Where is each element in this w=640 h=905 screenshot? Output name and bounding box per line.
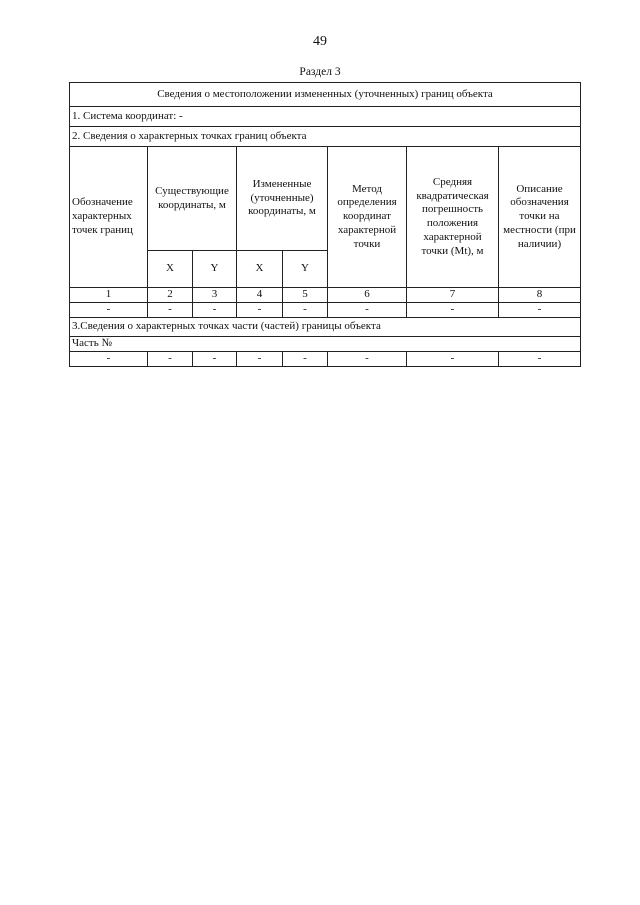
table-cell: - [283, 352, 328, 367]
table-row [70, 303, 581, 318]
header-changed-x: X [237, 251, 283, 288]
header-description: Описание обозначения точки на местности (при наличии) [499, 147, 581, 288]
column-number: 5 [283, 288, 328, 303]
header-existing-x: X [148, 251, 193, 288]
header-designation: Обозначение характерных точек границ [70, 147, 148, 288]
table-cell: - [407, 303, 499, 318]
table-cell: - [328, 303, 407, 318]
column-number: 6 [328, 288, 407, 303]
table-cell: - [148, 303, 193, 318]
header-changed-coords: Измененные (уточненные) координаты, м [237, 147, 328, 251]
column-number: 4 [237, 288, 283, 303]
table-cell: - [499, 303, 581, 318]
boundary-table [69, 82, 581, 367]
part-label-row: Часть № [70, 337, 581, 352]
table-cell: - [499, 352, 581, 367]
table-cell: - [283, 303, 328, 318]
table-cell: - [237, 303, 283, 318]
table-cell: - [193, 303, 237, 318]
table-cell: - [328, 352, 407, 367]
table-cell: - [237, 352, 283, 367]
table-cell: - [70, 303, 148, 318]
column-number-row [70, 288, 581, 303]
header-existing-coords: Существующие координаты, м [148, 147, 237, 251]
column-number: 1 [70, 288, 148, 303]
header-existing-y: Y [193, 251, 237, 288]
column-number: 3 [193, 288, 237, 303]
parts-heading-row: 3.Сведения о характерных точках части (частей) границы объекта [70, 318, 581, 337]
page-number: 49 [313, 34, 327, 49]
header-method: Метод определения координат характерной точки [328, 147, 407, 288]
table-cell: - [193, 352, 237, 367]
table-row [70, 352, 581, 367]
table-cell: - [407, 352, 499, 367]
header-changed-y: Y [283, 251, 328, 288]
table-cell: - [70, 352, 148, 367]
table-cell: - [148, 352, 193, 367]
section-title: Раздел 3 [299, 66, 341, 78]
table-title: Сведения о местоположении измененных (уточненных) границ объекта [70, 83, 581, 107]
column-number: 2 [148, 288, 193, 303]
header-error: Средняя квадратическая погрешность положения характерной точки (Mt), м [407, 147, 499, 288]
points-heading-row: 2. Сведения о характерных точках границ объекта [70, 127, 581, 147]
column-number: 8 [499, 288, 581, 303]
column-number: 7 [407, 288, 499, 303]
coord-system-row: 1. Система координат: - [70, 107, 581, 127]
